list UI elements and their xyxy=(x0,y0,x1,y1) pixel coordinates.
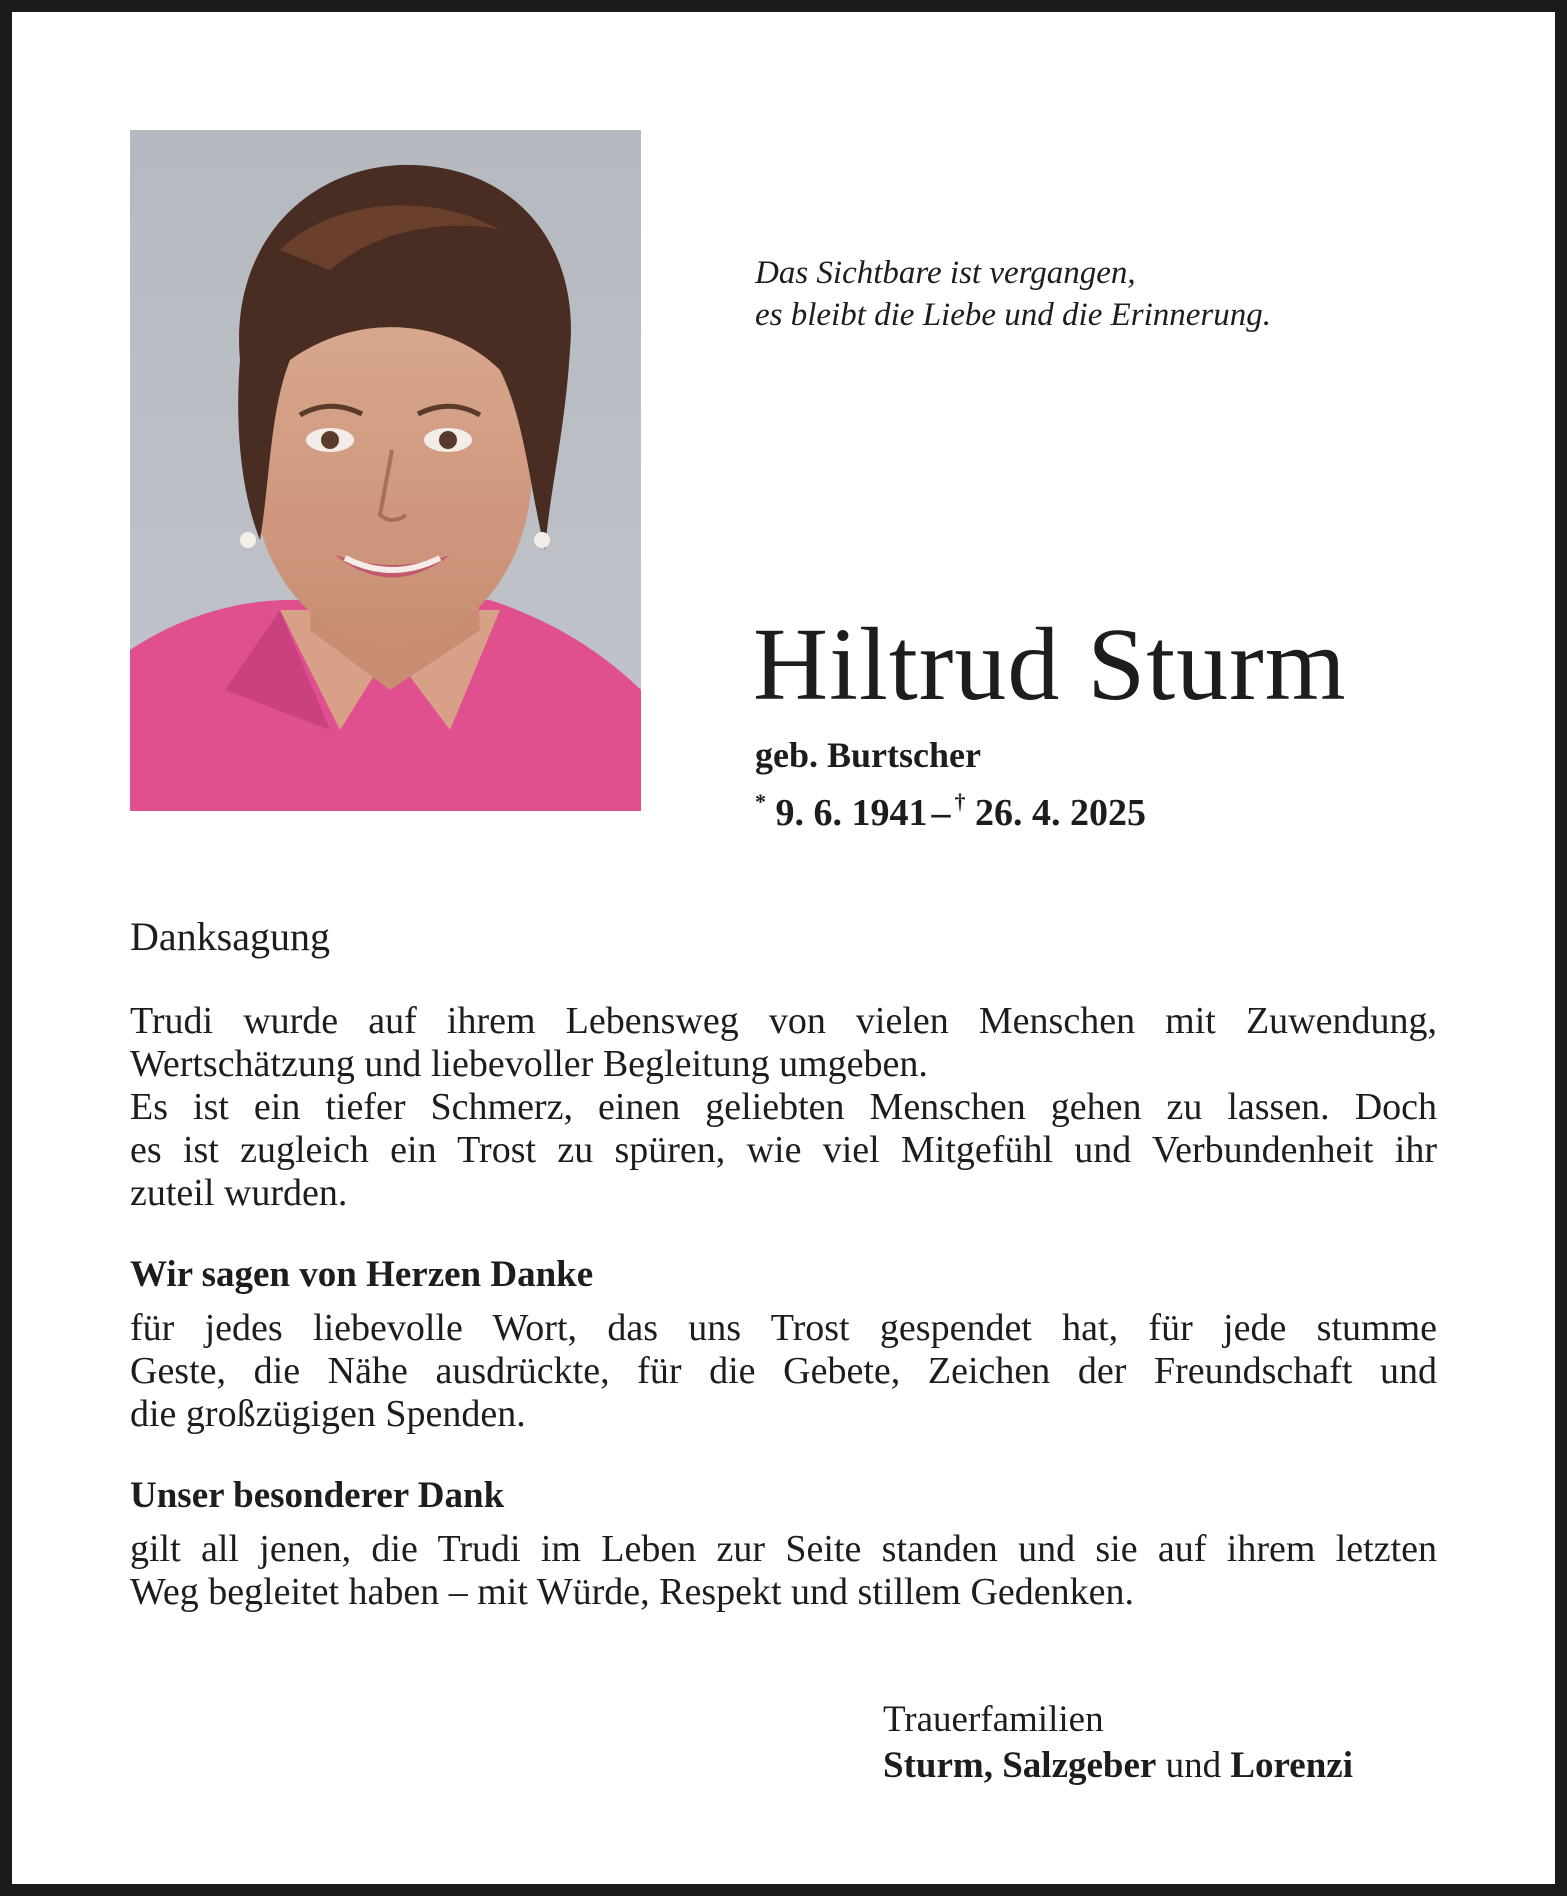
intro-line: Trudi wurde auf ihrem Lebensweg von vielen Menschen mit Zuwendung, xyxy=(130,1000,1437,1042)
intro-line: Wertschätzung und liebevoller Begleitung umgeben. xyxy=(130,1043,928,1085)
death-symbol: † xyxy=(954,789,966,814)
date-separator: – xyxy=(931,792,951,834)
thanks-paragraph xyxy=(130,1307,1437,1436)
life-dates xyxy=(755,779,1146,836)
special-thanks-line: Weg begleitet haben – mit Würde, Respekt und stillem Gedenken. xyxy=(130,1571,1135,1613)
intro-line: zuteil wurden. xyxy=(130,1172,348,1214)
maiden-name: geb. Burtscher xyxy=(755,735,981,775)
birth-symbol: * xyxy=(755,789,766,814)
family-name: Salzgeber xyxy=(1002,1745,1157,1786)
portrait-illustration xyxy=(130,130,641,811)
quote-line-1: Das Sichtbare ist vergangen, xyxy=(755,255,1136,291)
special-thanks-paragraph xyxy=(130,1528,1437,1614)
thanks-line: Geste, die Nähe ausdrückte, für die Gebete, Zeichen der Freundschaft und xyxy=(130,1350,1437,1392)
family-name: Lorenzi xyxy=(1230,1745,1353,1786)
intro-line: es ist zugleich ein Trost zu spüren, wie viel Mitgefühl und Verbundenheit ihr xyxy=(130,1129,1437,1171)
portrait-photo xyxy=(130,130,641,811)
signature-block xyxy=(883,1697,1353,1789)
signature-conjunction: und xyxy=(1165,1745,1222,1786)
birth-date: 9. 6. 1941 xyxy=(775,792,928,834)
intro-line: Es ist ein tiefer Schmerz, einen geliebten Menschen gehen zu lassen. Doch xyxy=(130,1086,1437,1128)
special-thanks-heading: Unser besonderer Dank xyxy=(130,1475,505,1516)
section-heading: Danksagung xyxy=(130,914,330,959)
intro-paragraph xyxy=(130,1000,1437,1215)
deceased-name: Hiltrud Sturm xyxy=(753,607,1347,722)
signature-families xyxy=(883,1743,1353,1789)
death-date: 26. 4. 2025 xyxy=(975,792,1146,834)
memorial-quote xyxy=(755,252,1455,336)
special-thanks-line: gilt all jenen, die Trudi im Leben zur Seite standen und sie auf ihrem letzten xyxy=(130,1528,1437,1570)
thanks-heading: Wir sagen von Herzen Danke xyxy=(130,1254,594,1295)
thanks-line: für jedes liebevolle Wort, das uns Trost gespendet hat, für jede stumme xyxy=(130,1307,1437,1349)
family-name: Sturm, xyxy=(883,1745,993,1786)
thanks-line: die großzügigen Spenden. xyxy=(130,1393,526,1435)
quote-line-2: es bleibt die Liebe und die Erinnerung. xyxy=(755,297,1271,333)
signature-label: Trauerfamilien xyxy=(883,1699,1104,1740)
